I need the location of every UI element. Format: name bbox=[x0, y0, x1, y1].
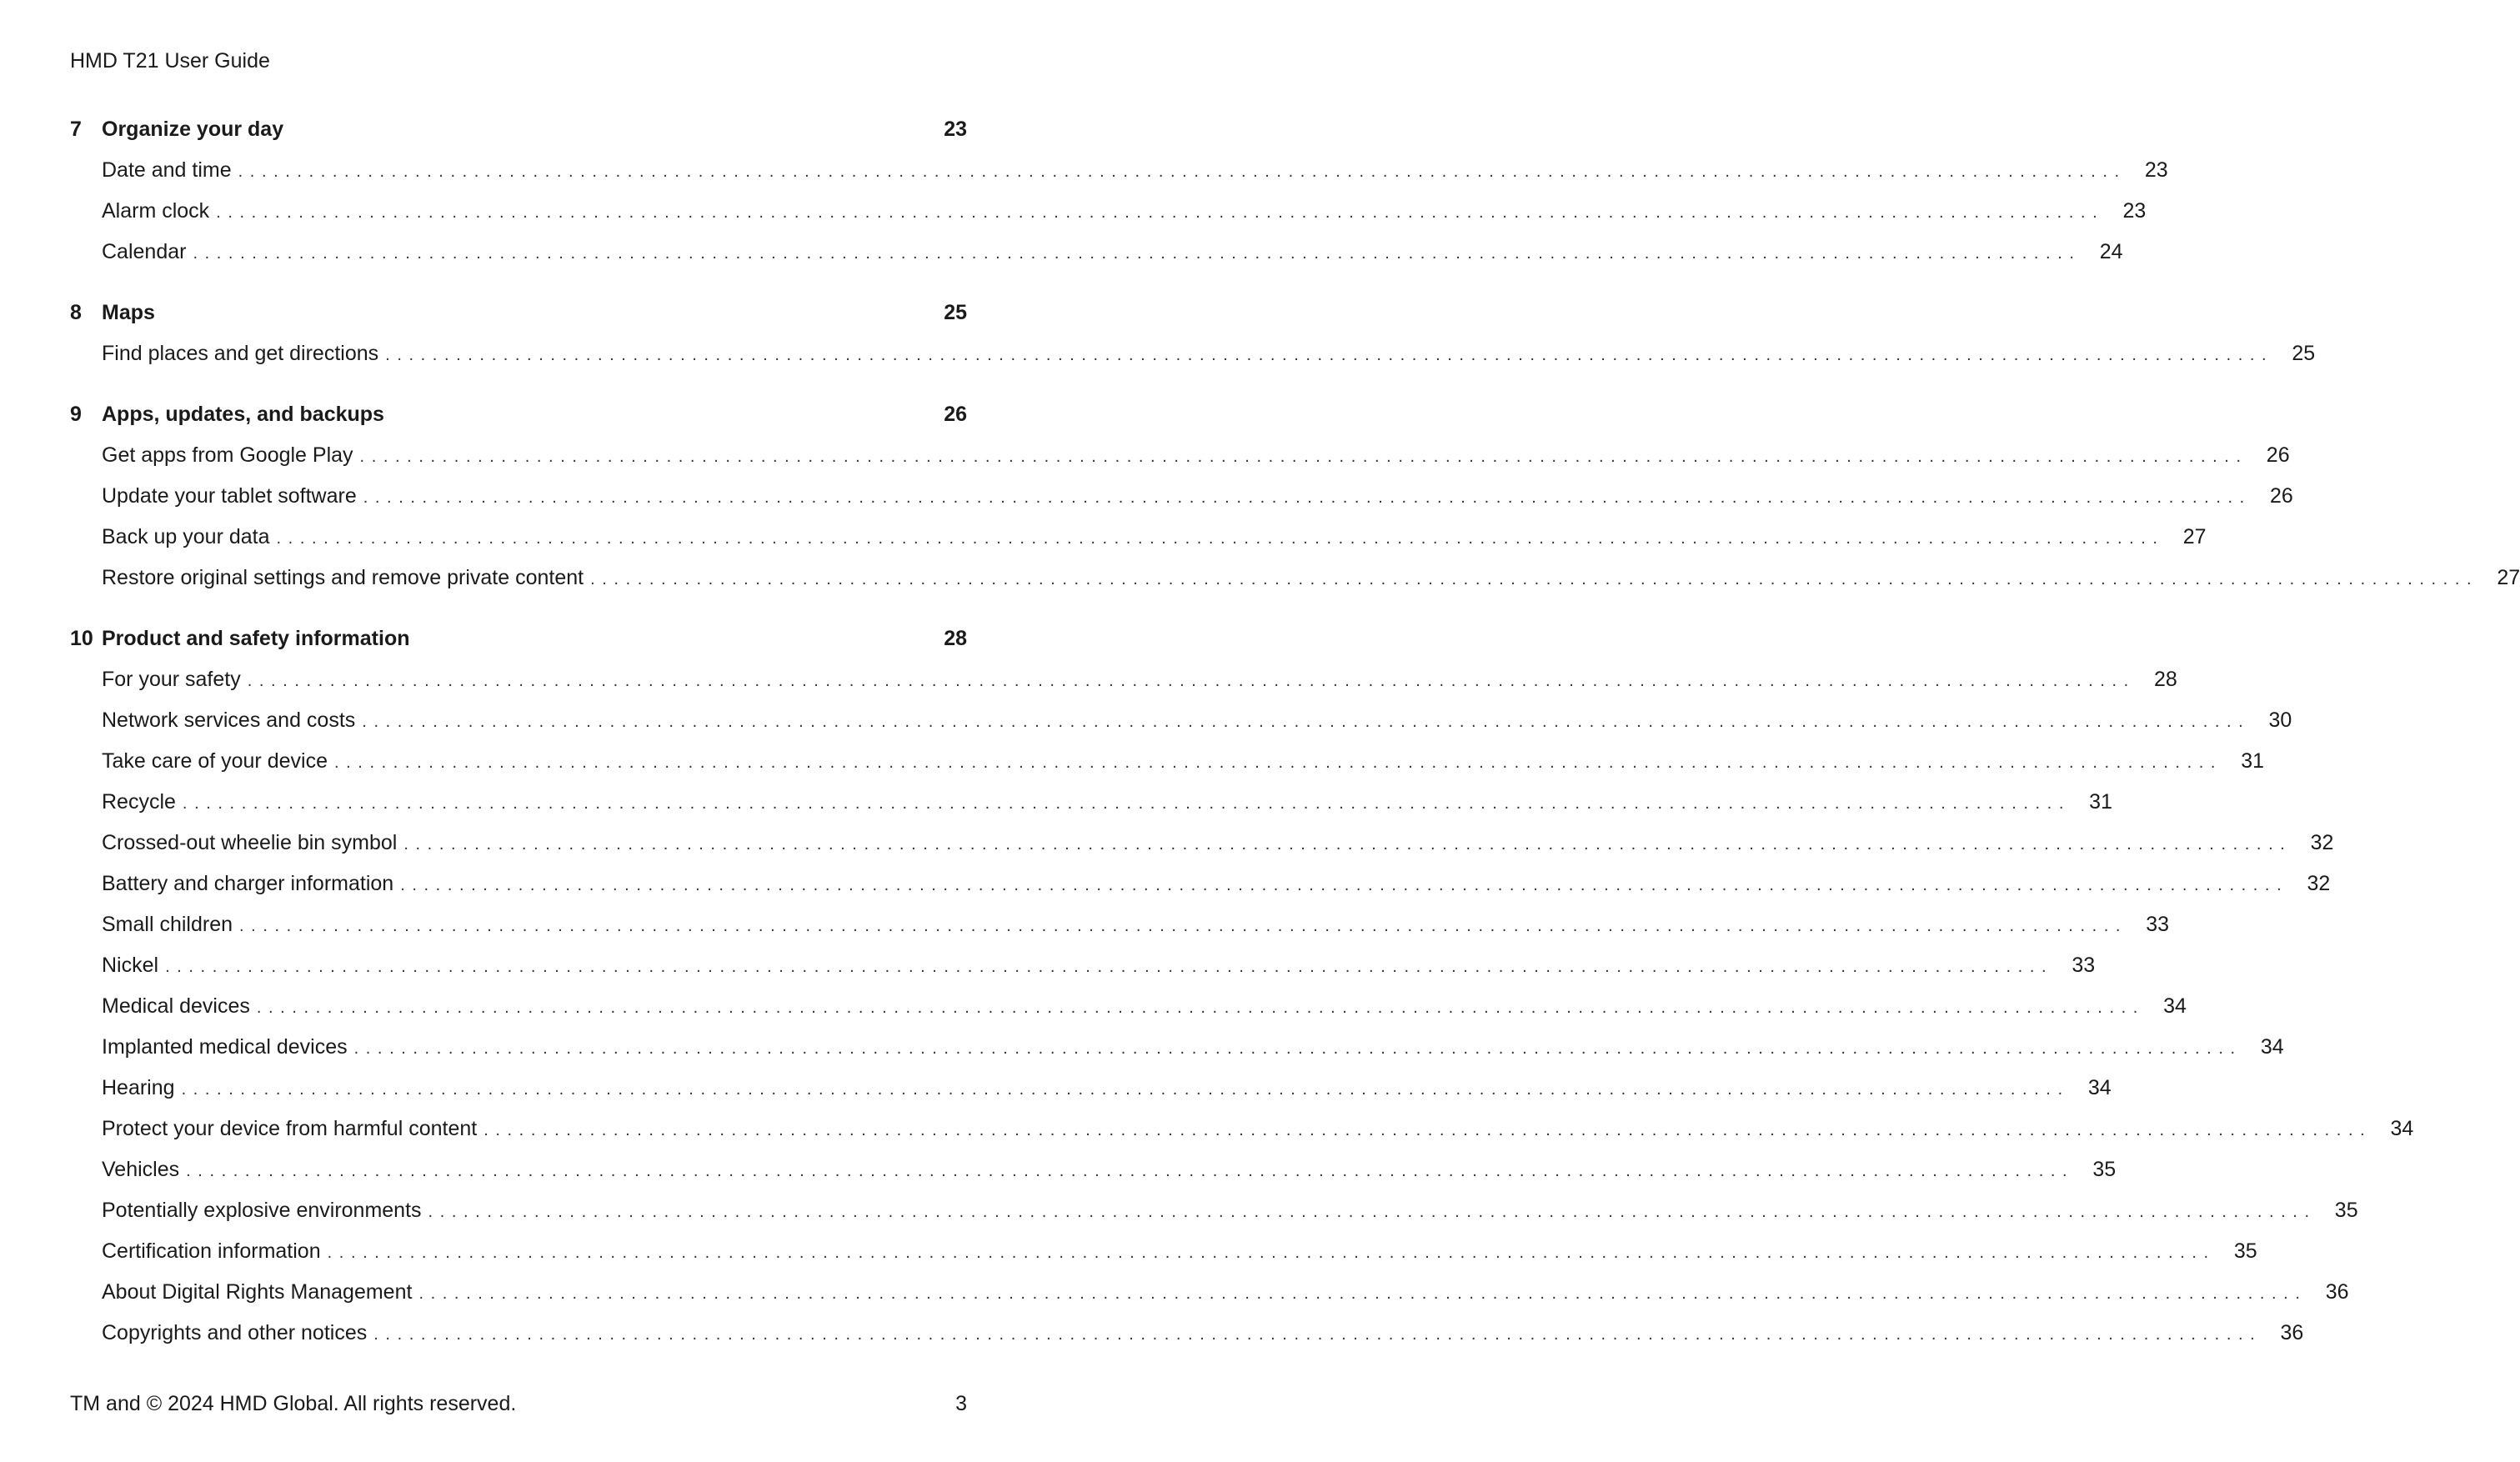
dot-leader: ................................................................................................................................................................ bbox=[186, 1162, 2075, 1180]
toc-entry[interactable] bbox=[70, 435, 2290, 476]
chapter-page-number: 23 bbox=[944, 118, 967, 141]
toc-entry-page: 32 bbox=[2310, 831, 2334, 854]
toc-entry-title: Small children bbox=[102, 913, 233, 936]
toc-entry-title: Get apps from Google Play bbox=[102, 443, 353, 467]
dot-leader: ................................................................................................................................................................ bbox=[333, 754, 2223, 772]
toc-entry-title: Hearing bbox=[102, 1076, 175, 1099]
toc-entry-page: 31 bbox=[2241, 749, 2265, 773]
dot-leader: ................................................................................................................................................................ bbox=[256, 999, 2145, 1017]
toc-chapter-9 bbox=[70, 394, 2520, 598]
chapter-heading[interactable] bbox=[70, 618, 967, 659]
toc-entry-page: 23 bbox=[2122, 199, 2147, 223]
toc-entry-page: 23 bbox=[2144, 158, 2168, 182]
toc-entry-page: 34 bbox=[2390, 1117, 2414, 1140]
dot-leader: ................................................................................................................................................................ bbox=[276, 529, 2165, 548]
toc-entry[interactable] bbox=[70, 1313, 2304, 1354]
toc-entry-page: 27 bbox=[2497, 566, 2520, 589]
toc-entry-page: 36 bbox=[2280, 1321, 2304, 1344]
chapter-heading[interactable] bbox=[70, 109, 967, 150]
dot-leader: ................................................................................................................................................................ bbox=[418, 1284, 2307, 1303]
toc-entry[interactable] bbox=[70, 191, 2147, 232]
toc-entry-title: Take care of your device bbox=[102, 749, 328, 773]
toc-entry[interactable] bbox=[70, 904, 2170, 945]
dot-leader: ................................................................................................................................................................ bbox=[403, 835, 2292, 854]
chapter-title: Product and safety information bbox=[102, 627, 410, 650]
dot-leader: ................................................................................................................................................................ bbox=[247, 672, 2136, 690]
document-footer bbox=[70, 1389, 967, 1418]
toc-entry-title: Potentially explosive environments bbox=[102, 1199, 422, 1222]
dot-leader: ................................................................................................................................................................ bbox=[181, 1080, 2070, 1099]
toc-entry-page: 34 bbox=[2163, 994, 2187, 1018]
toc-entry[interactable] bbox=[70, 1190, 2358, 1231]
toc-chapter-7 bbox=[70, 109, 2168, 273]
toc-entry-page: 36 bbox=[2325, 1280, 2349, 1304]
toc-entry-title: Certification information bbox=[102, 1239, 321, 1263]
toc-entry[interactable] bbox=[70, 150, 2168, 191]
toc-entry-title: Recycle bbox=[102, 790, 176, 814]
chapter-heading[interactable] bbox=[70, 293, 967, 333]
toc-entry-page: 35 bbox=[2233, 1239, 2257, 1263]
toc-entry[interactable] bbox=[70, 945, 2096, 986]
chapter-number: 10 bbox=[70, 627, 93, 650]
chapter-title: Apps, updates, and backups bbox=[102, 403, 384, 426]
toc-entry-page: 28 bbox=[2153, 668, 2177, 691]
toc-entry-page: 32 bbox=[2307, 872, 2331, 895]
chapter-page-number: 25 bbox=[944, 301, 967, 324]
toc-entry[interactable] bbox=[70, 1068, 2112, 1109]
toc-entry-title: Alarm clock bbox=[102, 199, 210, 223]
dot-leader: ................................................................................................................................................................ bbox=[216, 203, 2105, 222]
toc-entry[interactable] bbox=[70, 1149, 2117, 1190]
toc-entry[interactable] bbox=[70, 1027, 2284, 1068]
toc-chapter-10 bbox=[70, 618, 2414, 1354]
page-number: 3 bbox=[955, 1392, 967, 1415]
dot-leader: ................................................................................................................................................................ bbox=[359, 448, 2248, 466]
toc-entry[interactable] bbox=[70, 558, 2520, 598]
toc-entry-page: 26 bbox=[2269, 484, 2293, 508]
toc-entry-title: Update your tablet software bbox=[102, 484, 357, 508]
chapter-page-number: 28 bbox=[944, 627, 967, 650]
toc-entry-title: Battery and charger information bbox=[102, 872, 394, 895]
toc-entry-title: Protect your device from harmful content bbox=[102, 1117, 478, 1140]
toc-entry[interactable] bbox=[70, 782, 2112, 823]
chapter-number: 7 bbox=[70, 118, 82, 141]
toc-entry[interactable] bbox=[70, 1109, 2414, 1149]
toc-entry-page: 27 bbox=[2182, 525, 2207, 548]
toc-entry-title: Date and time bbox=[102, 158, 232, 182]
toc-entry-page: 34 bbox=[2087, 1076, 2112, 1099]
toc-entry-title: Network services and costs bbox=[102, 708, 356, 732]
toc-entry-page: 33 bbox=[2072, 954, 2096, 977]
dot-leader: ................................................................................................................................................................ bbox=[193, 244, 2082, 263]
toc-entry-page: 24 bbox=[2099, 240, 2123, 263]
dot-leader: ................................................................................................................................................................ bbox=[483, 1121, 2372, 1139]
toc-entry-title: For your safety bbox=[102, 668, 241, 691]
toc-entry-page: 25 bbox=[2292, 342, 2316, 365]
dot-leader: ................................................................................................................................................................ bbox=[590, 570, 2479, 588]
toc-entry[interactable] bbox=[70, 864, 2331, 904]
dot-leader: ................................................................................................................................................................ bbox=[353, 1039, 2242, 1058]
dot-leader: ................................................................................................................................................................ bbox=[362, 713, 2251, 731]
toc-entry[interactable] bbox=[70, 1272, 2349, 1313]
dot-leader: ................................................................................................................................................................ bbox=[327, 1244, 2216, 1262]
dot-leader: ................................................................................................................................................................ bbox=[400, 876, 2289, 894]
toc-entry-page: 26 bbox=[2266, 443, 2290, 467]
toc-entry-title: Medical devices bbox=[102, 994, 250, 1018]
toc-chapter-8 bbox=[70, 293, 2316, 374]
dot-leader: ................................................................................................................................................................ bbox=[182, 794, 2071, 813]
dot-leader: ................................................................................................................................................................ bbox=[239, 917, 2128, 935]
toc-entry-title: Restore original settings and remove private content bbox=[102, 566, 584, 589]
dot-leader: ................................................................................................................................................................ bbox=[363, 488, 2252, 507]
copyright-text: TM and © 2024 HMD Global. All rights reserved. bbox=[70, 1392, 517, 1415]
toc-entry-title: Vehicles bbox=[102, 1158, 180, 1181]
toc-entry[interactable] bbox=[70, 517, 2207, 558]
table-of-contents bbox=[70, 109, 2520, 1374]
toc-entry-title: Crossed-out wheelie bin symbol bbox=[102, 831, 398, 854]
chapter-page-number: 26 bbox=[944, 403, 967, 426]
chapter-title: Maps bbox=[102, 301, 155, 324]
document-header-title: HMD T21 User Guide bbox=[70, 49, 270, 73]
dot-leader: ................................................................................................................................................................ bbox=[428, 1203, 2317, 1221]
toc-entry-page: 31 bbox=[2089, 790, 2112, 814]
dot-leader: ................................................................................................................................................................ bbox=[238, 163, 2127, 181]
toc-entry-page: 33 bbox=[2146, 913, 2170, 936]
toc-entry-title: Back up your data bbox=[102, 525, 270, 548]
toc-entry-page: 35 bbox=[2092, 1158, 2117, 1181]
chapter-number: 9 bbox=[70, 403, 82, 426]
toc-entry[interactable] bbox=[70, 986, 2187, 1027]
toc-entry[interactable] bbox=[70, 232, 2123, 273]
dot-leader: ................................................................................................................................................................ bbox=[385, 346, 2274, 364]
toc-entry-page: 34 bbox=[2260, 1035, 2284, 1059]
toc-entry[interactable] bbox=[70, 1231, 2257, 1272]
toc-entry-title: Implanted medical devices bbox=[102, 1035, 348, 1059]
toc-entry-title: Copyrights and other notices bbox=[102, 1321, 368, 1344]
toc-entry[interactable] bbox=[70, 823, 2334, 864]
chapter-title: Organize your day bbox=[102, 118, 284, 141]
dot-leader: ................................................................................................................................................................ bbox=[373, 1325, 2262, 1344]
toc-entry[interactable] bbox=[70, 741, 2265, 782]
chapter-heading[interactable] bbox=[70, 394, 967, 435]
toc-entry-title: About Digital Rights Management bbox=[102, 1280, 413, 1304]
dot-leader: ................................................................................................................................................................ bbox=[165, 958, 2054, 976]
toc-entry[interactable] bbox=[70, 333, 2316, 374]
toc-entry[interactable] bbox=[70, 476, 2293, 517]
toc-entry-title: Find places and get directions bbox=[102, 342, 379, 365]
toc-entry[interactable] bbox=[70, 659, 2177, 700]
toc-entry-title: Nickel bbox=[102, 954, 159, 977]
toc-entry-page: 30 bbox=[2268, 708, 2292, 732]
toc-entry[interactable] bbox=[70, 700, 2292, 741]
chapter-number: 8 bbox=[70, 301, 82, 324]
toc-entry-title: Calendar bbox=[102, 240, 187, 263]
toc-entry-page: 35 bbox=[2334, 1199, 2358, 1222]
